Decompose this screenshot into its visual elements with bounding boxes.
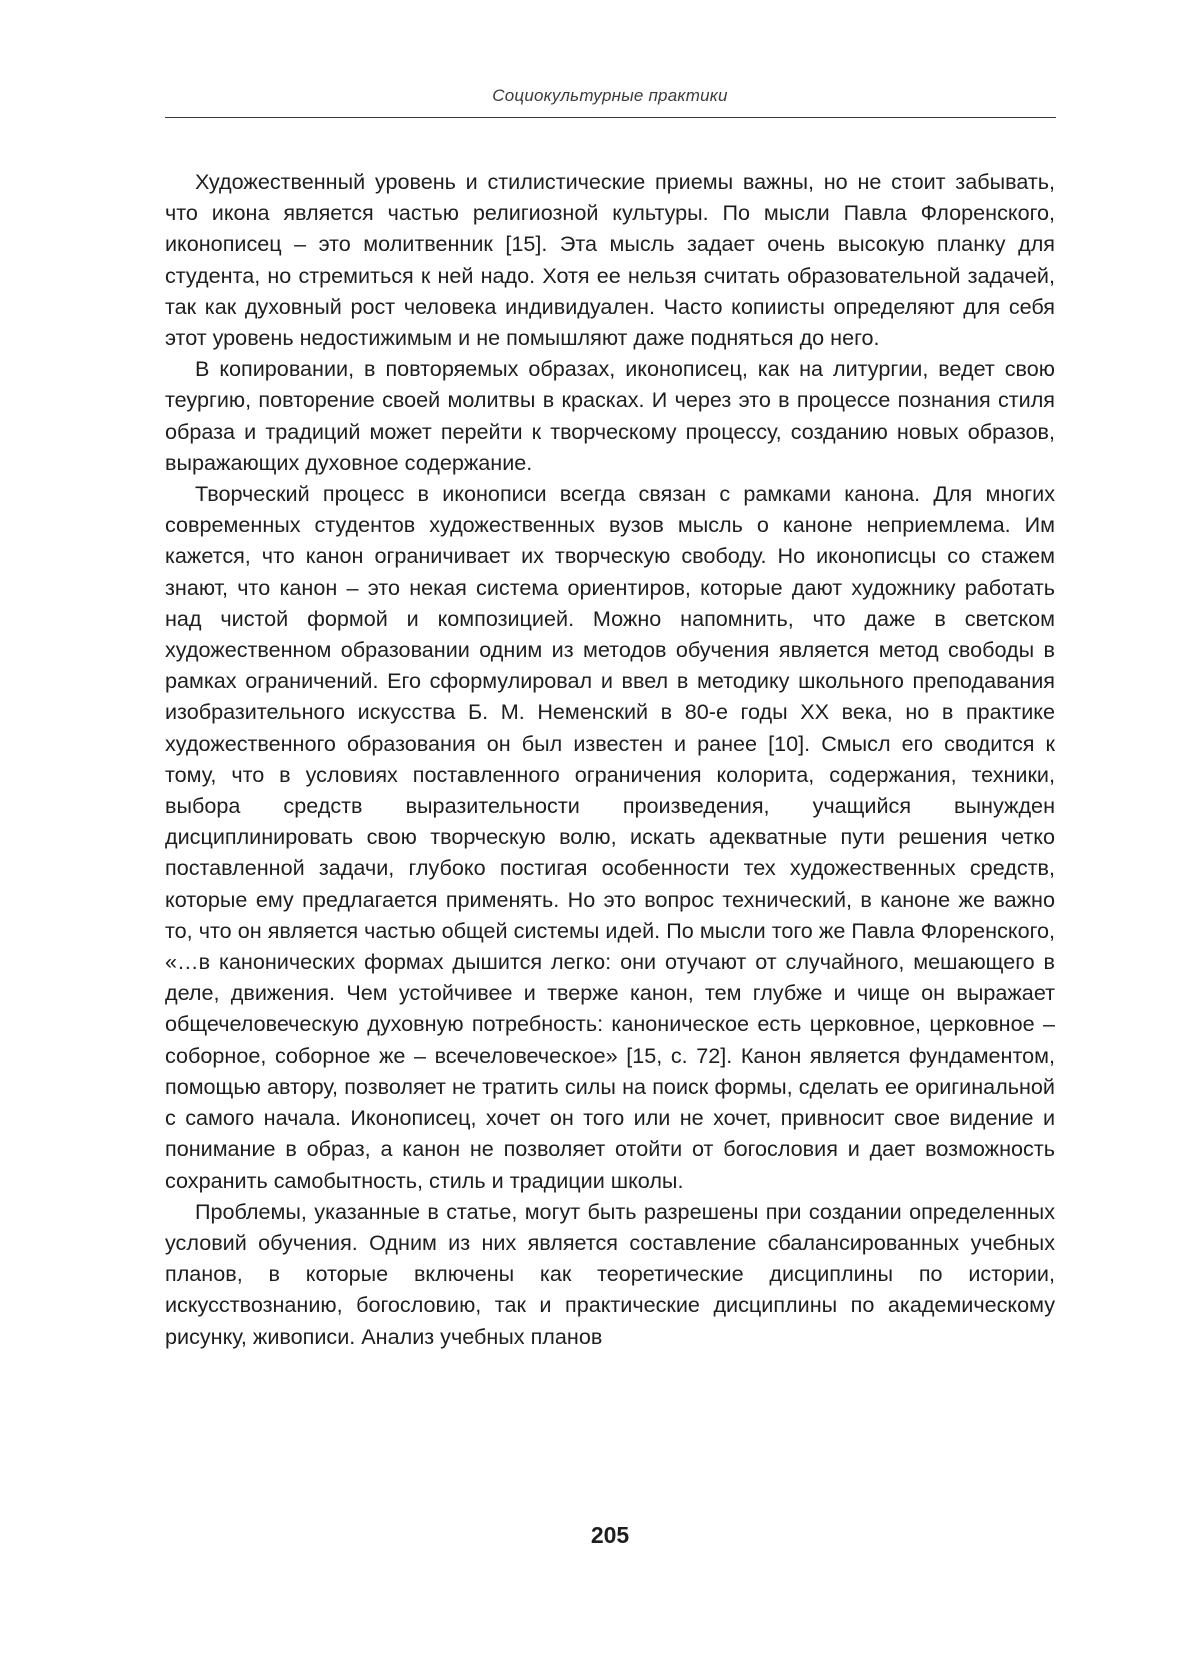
paragraph-4: Проблемы, указанные в статье, могут быть разрешены при создании определенных условий обучения. Одним из них является составление сбалансированных учебных планов, в которые включены как теоретические дисциплины по истории, искусствознанию, богословию, так и практические дисциплины по академическому рисунку, живописи. Анализ учебных планов [165, 1198, 1055, 1349]
page-number: 205 [590, 1522, 630, 1548]
running-header: Социокультурные практики [492, 86, 728, 105]
paragraph-1: Художественный уровень и стилистические приемы важны, но не стоит забывать, что икона является частью религиозной культуры. По мысли Павла Флоренского, иконописец – это молитвенник [15]. Эта мысль задает очень высокую планку для студента, но стремиться к ней надо. Хотя ее нельзя считать образовательной задачей, так как духовный рост человека индивидуален. Часто копиисты определяют для себя этот уровень недостижимым и не помышляют даже подняться до него. [165, 169, 1055, 351]
article-body [165, 166, 1055, 1352]
header-rule [165, 117, 1056, 118]
paragraph-2: В копировании, в повторяемых образах, иконописец, как на литургии, ведет свою теургию, повторение своей молитвы в красках. И через это в процессе познания стиля образа и традиций может перейти к творческому процессу, созданию новых образов, выражающих духовное содержание. [165, 356, 1055, 475]
paragraph-3: Творческий процесс в иконописи всегда связан с рамками канона. Для многих современных студентов художественных вузов мысль о каноне неприемлема. Им кажется, что канон ограничивает их творческую свободу. Но иконописцы со стажем знают, что канон – это некая система ориентиров, которые дают художнику работать над чистой формой и композицией. Можно напомнить, что даже в светском художественном образовании одним из методов обучения является метод свободы в рамках ограничений. Его сформулировал и ввел в методику школьного преподавания изобразительного искусства Б. М. Неменский в 80-е годы XX века, но в практике художественного образования он был известен и ранее [10]. Смысл его сводится к тому, что в условиях поставленного ограничения колорита, содержания, техники, выбора средств выразительности произведения, учащийся вынужден дисциплинировать свою творческую волю, искать адекватные пути решения четко поставленной задачи, глубоко постигая особенности тех художественных средств, которые ему предлагается применять. Но это вопрос технический, в каноне же важно то, что он является частью общей системы идей. По мысли того же Павла Флоренского, «…в канонических формах дышится легко: они отучают от случайного, мешающего в деле, движения. Чем устойчивее и тверже канон, тем глубже и чище он выражает общечеловеческую духовную потребность: каноническое есть церковное, церковное – соборное, соборное же – всечеловеческое» [15, с. 72]. Канон является фундаментом, помощью автору, позволяет не тратить силы на поиск формы, сделать ее оригинальной с самого начала. Иконописец, хочет он того или не хочет, привносит свое видение и понимание в образ, а канон не позволяет отойти от богословия и дает возможность сохранить самобытность, стиль и традиции школы. [165, 481, 1055, 1193]
